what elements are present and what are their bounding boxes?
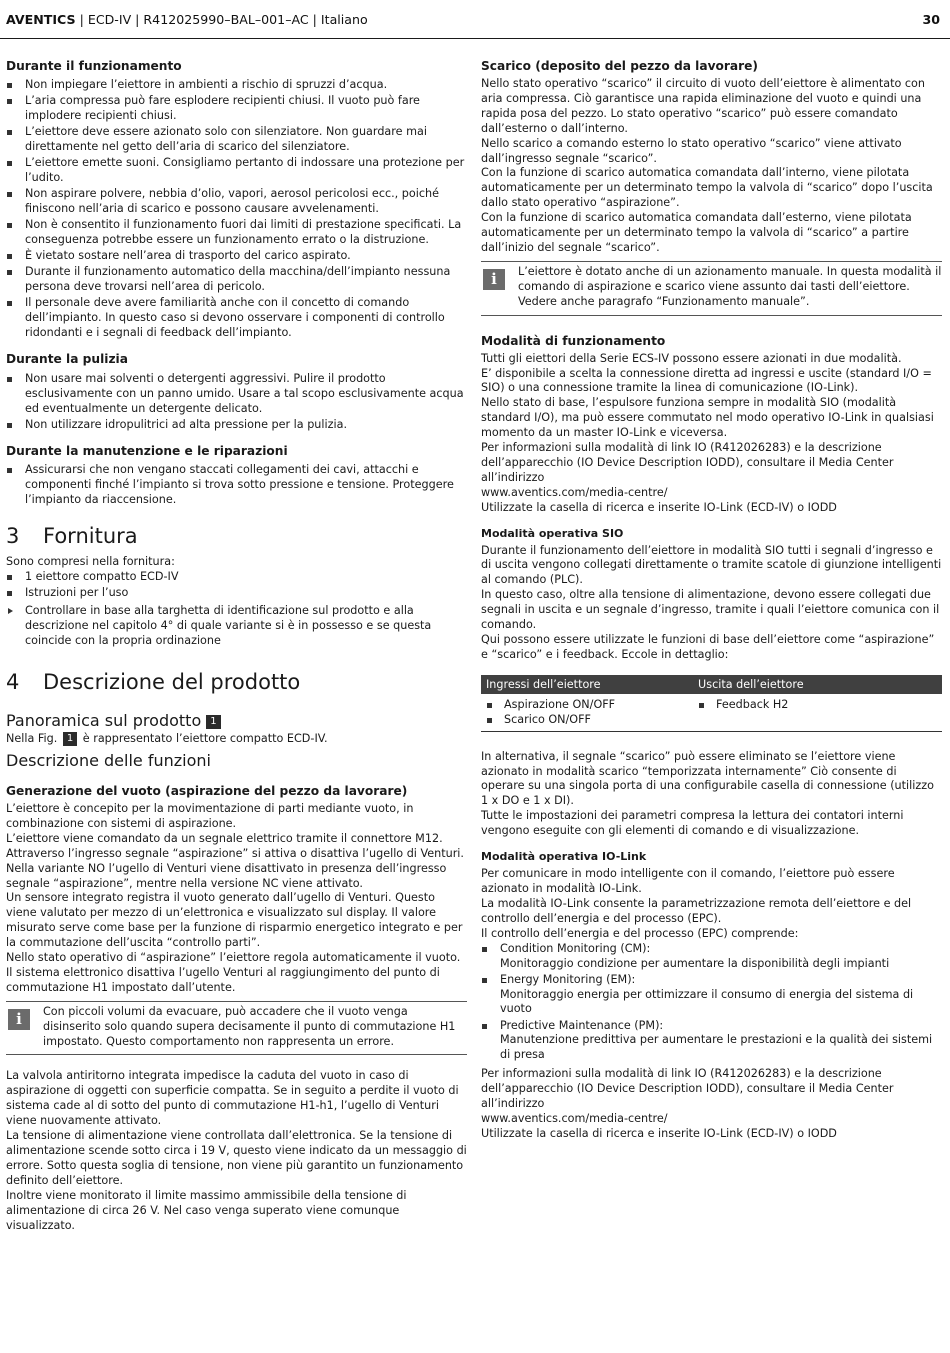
chapter-heading-3 <box>6 523 467 549</box>
epc-item-description: Monitoraggio energia per ottimizzare il consumo di energia del sistema di vuoto <box>500 987 914 1016</box>
epc-item-title: Energy Monitoring (EM): <box>500 972 636 986</box>
list-item: Aspirazione ON/OFF <box>486 698 688 713</box>
epc-item-title: Condition Monitoring (CM): <box>500 941 651 955</box>
vacuum-paragraph: Un sensore integrato registra il vuoto generato dall’ugello di Venturi. Questo viene valutato per mezzo di un’elettronica e visualizzato sul display. Il valore misurato serve come base per la funzione di risparmio energetico integrato e per la commutazione dell’uscita “controllo parti”. <box>6 891 463 950</box>
sio-heading: Modalità operativa SIO <box>481 526 624 540</box>
epc-list <box>481 942 942 1064</box>
list-item: Non utilizzare idropulitrici ad alta pressione per la pulizia. <box>6 418 467 433</box>
list-item: 1 eiettore compatto ECD-IV <box>6 570 467 585</box>
action-list <box>6 604 467 649</box>
modes-paragraph: Tutti gli eiettori della Serie ECS-IV possono essere azionati in due modalità. <box>481 351 902 365</box>
chapter-number: 4 <box>6 670 20 695</box>
unload-paragraph: Nello scarico a comando esterno lo stato operativo “scarico” viene attivato dall’ingresso segnale “scarico”. <box>481 136 902 165</box>
iolink-paragraph: Il controllo dell’energia e del processo (EPC) comprende: <box>481 926 799 940</box>
info-icon: i <box>8 1009 30 1030</box>
document-info: | ECD-IV | R412025990–BAL–001–AC | Italiano <box>75 12 368 27</box>
list-item <box>481 942 942 972</box>
chapter-title: Fornitura <box>43 524 138 549</box>
body-paragraph: Inoltre viene monitorato il limite massimo ammissibile della tensione di alimentazione di circa 26 V. Nel caso venga superato viene comunque visualizzato. <box>6 1188 407 1232</box>
chapter-number: 3 <box>6 524 20 549</box>
modes-paragraph: E’ disponibile a scelta la connessione diretta ad ingressi e uscite (standard I/O = SIO) o una connessione tramite la linea di comunicazione (IO-Link). <box>481 366 932 395</box>
body-paragraph: In alternativa, il segnale “scarico” può essere eliminato se l’eiettore viene azionato in modalità scarico “temporizzata internamente” Ciò consente di operare su una singola porta di una configurabile casella di connessione (utilizzo 1 x DO e 1 x DI). <box>481 749 934 808</box>
unload-paragraph: Nello stato operativo “scarico” il circuito di vuoto dell’eiettore è alimentato con aria compressa. Ciò garantisce una rapida eliminazione del vuoto e quindi una rapida posa del pezzo. Lo stato operativo “scarico” può essere comandato dall’esterno o dall’interno. <box>481 77 925 135</box>
info-note-text: L’eiettore è dotato anche di un azionamento manuale. In questa modalità il comando di aspirazione e scarico viene assunto dai tasti dell’eiettore. Vedere anche paragrafo “Funzionamento manuale”. <box>518 264 942 308</box>
overview-heading <box>6 711 467 731</box>
list-item <box>481 1019 942 1064</box>
list-item: Feedback H2 <box>698 698 937 713</box>
vacuum-paragraph: Nello stato operativo di “aspirazione” l’eiettore regola automaticamente il vuoto. Il sistema elettronico disattiva l’ugello Venturi al raggiungimento del punto di commutazione H1 impostato dall’utente. <box>6 951 461 994</box>
epc-item-description: Monitoraggio condizione per aumentare la disponibilità degli impianti <box>500 956 890 970</box>
figure-reference-badge: 1 <box>63 732 77 746</box>
action-step: Controllare in base alla targhetta di identificazione sul prodotto e alla descrizione nel capitolo 4° di quale variante si è in possesso e se questa coincide con la propria ordinazione <box>6 604 467 649</box>
overview-text-post: è rappresentato l’eiettore compatto ECD-IV. <box>82 732 328 746</box>
list-item: Scarico ON/OFF <box>486 713 688 728</box>
sio-paragraph: In questo caso, oltre alla tensione di alimentazione, devono essere collegati due segnali in uscita e un segnale d’ingresso, tramite i quali l’eiettore comunica con il comando. <box>481 588 940 632</box>
cleaning-list <box>6 372 467 433</box>
list-item: Il personale deve avere familiarità anche con il concetto di comando dell’impianto. In questo caso si devono osservare i componenti di controllo ridondanti e i segnali di feedback dell’impianto. <box>6 296 467 341</box>
modes-paragraph: Utilizzate la casella di ricerca e inserite IO-Link (ECD-IV) o IODD <box>481 500 837 514</box>
iolink-paragraph: Per comunicare in modo intelligente con il comando, l’eiettore può essere azionato in modalità IO-Link. <box>481 867 895 895</box>
unload-paragraph: Con la funzione di scarico automatica comandata dall’interno, viene pilotata automaticamente per un determinato tempo la valvola di “scarico” dopo l’uscita dallo stato operativo “aspirazione”. <box>481 166 933 210</box>
list-item: Assicurarsi che non vengano staccati collegamenti dei cavi, attacchi e componenti finché l’impianto si trova sotto pressione e tensione. Proteggere l’impianto da riaccensione. <box>6 463 467 508</box>
page-header <box>6 12 940 30</box>
table-cell-outputs <box>693 694 942 731</box>
chapter-heading-4 <box>6 669 467 695</box>
overview-text <box>6 732 467 747</box>
list-item <box>481 973 942 1018</box>
overview-text-pre: Nella Fig. <box>6 732 58 746</box>
operation-list <box>6 78 467 341</box>
info-note-text: Con piccoli volumi da evacuare, può accadere che il vuoto venga disinserito solo quando supera decisamente il punto di commutazione H1 impostato. Questo comportamento non rappresenta un errore. <box>43 1004 456 1048</box>
sio-paragraph: Durante il funzionamento dell’eiettore in modalità SIO tutti i segnali d’ingresso e di uscita vengono collegati direttamente o tramite scatole di giunzione intelligenti al comando (PLC). <box>481 543 942 587</box>
epc-item-description: Manutenzione predittiva per aumentare le prestazioni e la qualità dei sistemi di presa <box>500 1033 933 1062</box>
delivery-intro: Sono compresi nella fornitura: <box>6 555 175 569</box>
body-paragraph: La valvola antiritorno integrata impedisce la caduta del vuoto in caso di aspirazione di oggetti con superficie compatta. Se in seguito a perdite il vuoto di sistema cade al di sotto del punto di commutazione H1-h1, l’ugello di Venturi viene nuovamente attivato. <box>6 1069 459 1128</box>
modes-paragraph: Nello stato di base, l’espulsore funziona sempre in modalità SIO (modalità standard I/O), ma può essere commutato nel modo operativo IO-Link in qualsiasi momento da un master IO-Link e viceversa. <box>481 396 934 440</box>
info-note <box>481 261 942 316</box>
iolink-paragraph: La modalità IO-Link consente la parametrizzazione remota dell’eiettore e del controllo dell’energia e del processo (EPC). <box>481 896 912 925</box>
media-centre-url: www.aventics.com/media-centre/ <box>481 1111 668 1125</box>
figure-reference-badge: 1 <box>206 715 220 729</box>
vacuum-paragraph: L’eiettore è concepito per la movimentazione di parti mediante vuoto, in combinazione con sistemi di aspirazione. <box>6 801 414 830</box>
section-heading-maintenance: Durante la manutenzione e le riparazioni <box>6 443 288 458</box>
list-item: L’eiettore deve essere azionato solo con silenziatore. Non guardare mai direttamente nel getto dell’aria di scarico del silenziatore. <box>6 125 467 155</box>
info-icon: i <box>483 269 505 290</box>
sio-paragraph: Qui possono essere utilizzate le funzioni di base dell’eiettore come “aspirazione” e “scarico” e i feedback. Eccole in dettaglio: <box>481 633 935 661</box>
list-item: Istruzioni per l’uso <box>6 586 467 601</box>
table-row <box>481 694 942 731</box>
left-column <box>6 58 467 1233</box>
unload-heading: Scarico (deposito del pezzo da lavorare) <box>481 59 758 73</box>
io-signals-table <box>481 675 942 732</box>
body-paragraph: Per informazioni sulla modalità di link IO (R412026283) e la descrizione dell’apparecchio (IO Device Description IODD), consultare il Media Center all’indirizzo <box>481 1067 894 1111</box>
modes-paragraph: Per informazioni sulla modalità di link IO (R412026283) e la descrizione dell’apparecchio (IO Device Description IODD), consultare il Media Center all’indirizzo <box>481 441 894 484</box>
section-heading-cleaning: Durante la pulizia <box>6 351 128 366</box>
list-item: Non usare mai solventi o detergenti aggressivi. Pulire il prodotto esclusivamente con un panno umido. Usare a tal scopo esclusivamente acqua ed eventualmente un detergente delicato. <box>6 372 467 417</box>
epc-item-title: Predictive Maintenance (PM): <box>500 1018 664 1032</box>
body-paragraph: La tensione di alimentazione viene controllata dall’elettronica. Se la tensione di alimentazione scende sotto circa i 19 V, questo viene indicato da un messaggio di errore. Sotto questa soglia di tensione, non viene più garantito un funzionamento definito dell’eiettore. <box>6 1129 467 1187</box>
page-number: 30 <box>922 12 940 27</box>
iolink-heading: Modalità operativa IO-Link <box>481 850 647 864</box>
body-paragraph: Tutte le impostazioni dei parametri compresa la lettura dei contatori interni vengono eseguite con gli elementi di comando e di visualizzazione. <box>481 809 904 838</box>
info-note <box>6 1001 467 1056</box>
body-paragraph: Utilizzate la casella di ricerca e inserite IO-Link (ECD-IV) o IODD <box>481 1126 837 1140</box>
section-heading-operation: Durante il funzionamento <box>6 59 182 73</box>
list-item: Non è consentito il funzionamento fuori dai limiti di prestazione specificati. La conseguenza potrebbe essere un funzionamento errato o la distruzione. <box>6 218 467 248</box>
delivery-list <box>6 570 467 601</box>
right-column <box>481 58 942 1142</box>
media-centre-url: www.aventics.com/media-centre/ <box>481 485 668 499</box>
vacuum-heading: Generazione del vuoto (aspirazione del pezzo da lavorare) <box>6 783 408 798</box>
list-item: Non impiegare l’eiettore in ambienti a rischio di spruzzi d’acqua. <box>6 78 467 93</box>
list-item: Durante il funzionamento automatico della macchina/dell’impianto nessuna persona deve trovarsi nell’area di pericolo. <box>6 265 467 295</box>
brand-name: AVENTICS <box>6 12 76 27</box>
modes-heading: Modalità di funzionamento <box>481 333 666 348</box>
table-header-inputs: Ingressi dell’eiettore <box>481 675 693 694</box>
functions-heading: Descrizione delle funzioni <box>6 750 211 770</box>
overview-title: Panoramica sul prodotto <box>6 711 202 731</box>
chapter-title: Descrizione del prodotto <box>43 670 301 695</box>
list-item: L’aria compressa può fare esplodere recipienti chiusi. Il vuoto può fare implodere recipienti chiusi. <box>6 94 467 124</box>
list-item: È vietato sostare nell’area di trasporto del carico aspirato. <box>6 249 467 264</box>
table-cell-inputs <box>481 694 693 731</box>
unload-paragraph: Con la funzione di scarico automatica comandata dall’esterno, viene pilotata automaticamente per un determinato tempo la valvola di “scarico” a partire dall’inizio del segnale “scarico”. <box>481 211 912 254</box>
table-header-outputs: Uscita dell’eiettore <box>693 675 942 694</box>
vacuum-paragraph: L’eiettore viene comandato da un segnale elettrico tramite il connettore M12. Attraverso l’ingresso segnale “aspirazione” si attiva o disattiva l’ugello di Venturi. Nella variante NO l’ugello di Venturi viene disattivato in presenza dell’ingresso segnale “aspirazione”, mentre nella versione NC viene attivato. <box>6 831 464 890</box>
header-divider <box>0 38 950 39</box>
list-item: Non aspirare polvere, nebbia d’olio, vapori, aerosol pericolosi ecc., poiché finiscono nell’aria di scarico e possono causare avvelenamenti. <box>6 187 467 217</box>
maintenance-list <box>6 463 467 508</box>
list-item: L’eiettore emette suoni. Consigliamo pertanto di indossare una protezione per l’udito. <box>6 156 467 186</box>
